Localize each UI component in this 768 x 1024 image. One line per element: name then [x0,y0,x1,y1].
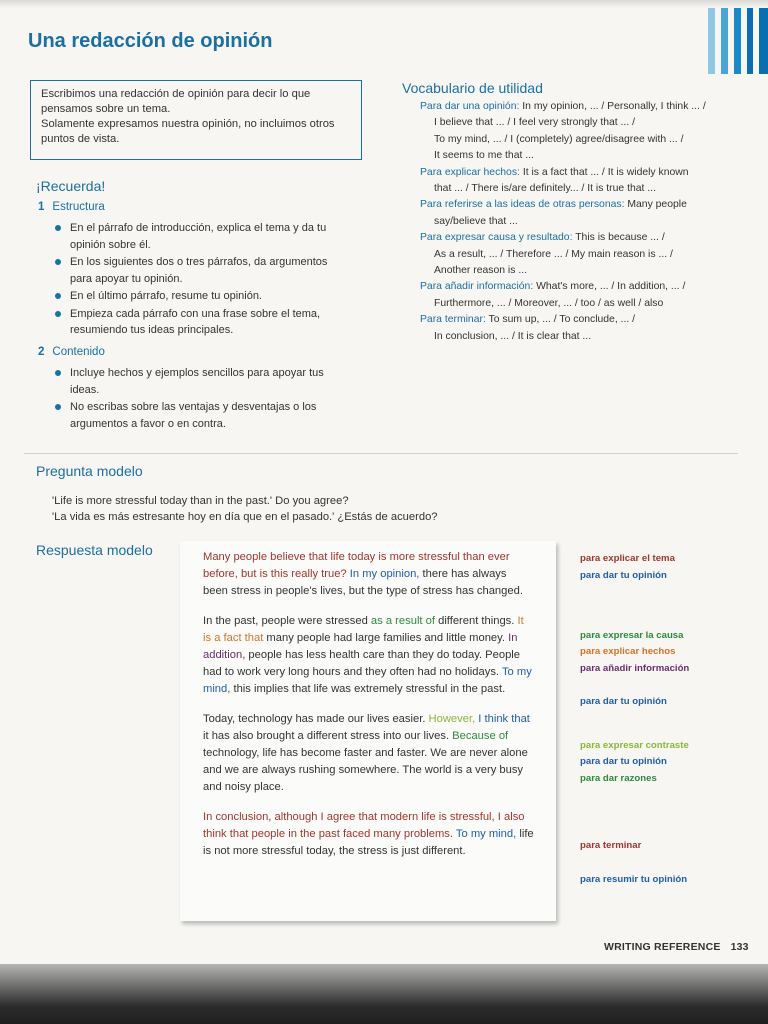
vocab-line: As a result, ... / Therefore ... / My main reason is ... / [434,248,673,260]
bullet-icon [55,225,61,231]
section-number: 2 [38,346,45,358]
page-number: 133 [730,941,749,953]
bullet-icon [55,404,61,410]
answer-paragraph-1: Many people believe that life today is more stressful than ever before, but is this really true? In my opinion, there has always been stress in people's lives, but the type of stress has changed. [203,551,523,597]
page-bottom-edge [0,964,768,1024]
section-divider [24,453,738,454]
page-footer [604,941,749,953]
recuerda-heading: ¡Recuerda! [36,178,106,194]
vocab-line: Another reason is ... [434,265,527,277]
section-title: Estructura [52,201,105,213]
margin-note-terminar: para terminar [580,840,642,851]
vocab-list [420,99,750,345]
list-item: En los siguientes dos o tres párrafos, da argumentos para apoyar tu opinión. [52,254,352,287]
answer-paragraph-4: In conclusion, although I agree that modern life is stressful, I also think that people in the past faced many problems. To my mind, life is not more stressful today, the stress is just different. [203,811,534,857]
vocab-item: Para explicar hechos: It is a fact that ... / It is widely known [420,166,689,178]
list-item: Empieza cada párrafo con una frase sobre el tema, resumiendo tus ideas principales. [52,306,352,339]
vocab-item: Para dar una opinión: In my opinion, ... / Personally, I think ... / [420,101,706,112]
vocab-item: Para añadir información: What's more, ... / In addition, ... / [420,281,686,293]
vocab-heading: Vocabulario de utilidad [402,80,543,96]
vocab-line: In conclusion, ... / It is clear that ... [434,330,592,342]
margin-note-dar-opinion: para dar tu opinión [580,696,667,707]
vocab-line: that ... / There is/are definitely... / It is true that ... [434,183,656,195]
vocab-item: Para expresar causa y resultado: This is because ... / [420,232,665,244]
vocab-line: say/believe that ... [434,215,518,227]
pregunta-text [52,493,438,525]
question-spanish: 'La vida es más estresante hoy en día que en el pasado.' ¿Estás de acuerdo? [52,511,438,523]
bullet-icon [55,259,61,265]
margin-note-anadir-informacion: para añadir información [580,663,690,674]
vocab-line: To my mind, ... / I (completely) agree/disagree with ... / [434,133,684,145]
bullet-icon [55,293,61,299]
margin-note-dar-opinion: para dar tu opinión [580,570,667,581]
vocab-line: I believe that ... / I feel very strongly that ... / [434,117,635,129]
vocab-item: Para terminar: To sum up, ... / To conclude, ... / [420,314,636,326]
margin-note-dar-razones: para dar razones [580,773,657,784]
intro-line-2: Solamente expresamos nuestra opinión, no incluimos otros puntos de vista. [41,118,335,145]
margin-note-expresar-contraste: para expresar contraste [580,740,689,751]
margin-note-expresar-causa: para expresar la causa [580,630,684,641]
bullet-icon [55,370,61,376]
section-contenido [38,346,105,358]
bullet-icon [55,311,61,317]
section-title: Contenido [52,346,105,358]
footer-label: WRITING REFERENCE [604,941,721,953]
page-top-edge [0,0,768,8]
list-item: En el último párrafo, resume tu opinión. [52,288,352,305]
estructura-list [52,220,352,340]
vocab-line: It seems to me that ... [434,150,534,162]
list-item: En el párrafo de introducción, explica el tema y da tu opinión sobre él. [52,220,352,253]
answer-paragraph-2: In the past, people were stressed as a result of different things. It is a fact that many people had large families and little money. In addition, people has less health care than they do today. People had to work very long hours and they often had no holidays. To my mind, this implies that life was extremely stressful in the past. [203,615,532,695]
page-title: Una redacción de opinión [28,30,273,52]
model-answer [180,541,556,921]
margin-note-explicar-hechos: para explicar hechos [580,646,676,657]
vocab-item: Para referirse a las ideas de otras personas: Many people [420,199,687,211]
decorative-stripes [708,8,768,74]
list-item: No escribas sobre las ventajas y desventajas o los argumentos a favor o en contra. [52,399,352,432]
section-number: 1 [38,201,45,213]
margin-note-explicar-tema: para explicar el tema [580,553,675,564]
pregunta-heading: Pregunta modelo [36,463,143,479]
intro-box [30,80,362,160]
question-english: 'Life is more stressful today than in the past.' Do you agree? [52,495,349,507]
contenido-list [52,365,352,433]
margin-note-dar-opinion: para dar tu opinión [580,756,667,767]
vocab-line: Furthermore, ... / Moreover, ... / too / as well / also [434,297,664,309]
section-estructura [38,201,105,213]
margin-note-resumir-opinion: para resumir tu opinión [580,874,688,885]
intro-line-1: Escribimos una redacción de opinión para decir lo que pensamos sobre un tema. [41,88,311,115]
answer-paragraph-3: Today, technology has made our lives easier. However, I think that it has also brought a different stress into our lives. Because of technology, life has become faster and faster. We are never alone and we are always rushing somewhere. The world is a very busy and noisy place. [203,713,530,793]
respuesta-heading: Respuesta modelo [36,542,153,558]
list-item: Incluye hechos y ejemplos sencillos para apoyar tus ideas. [52,365,352,398]
